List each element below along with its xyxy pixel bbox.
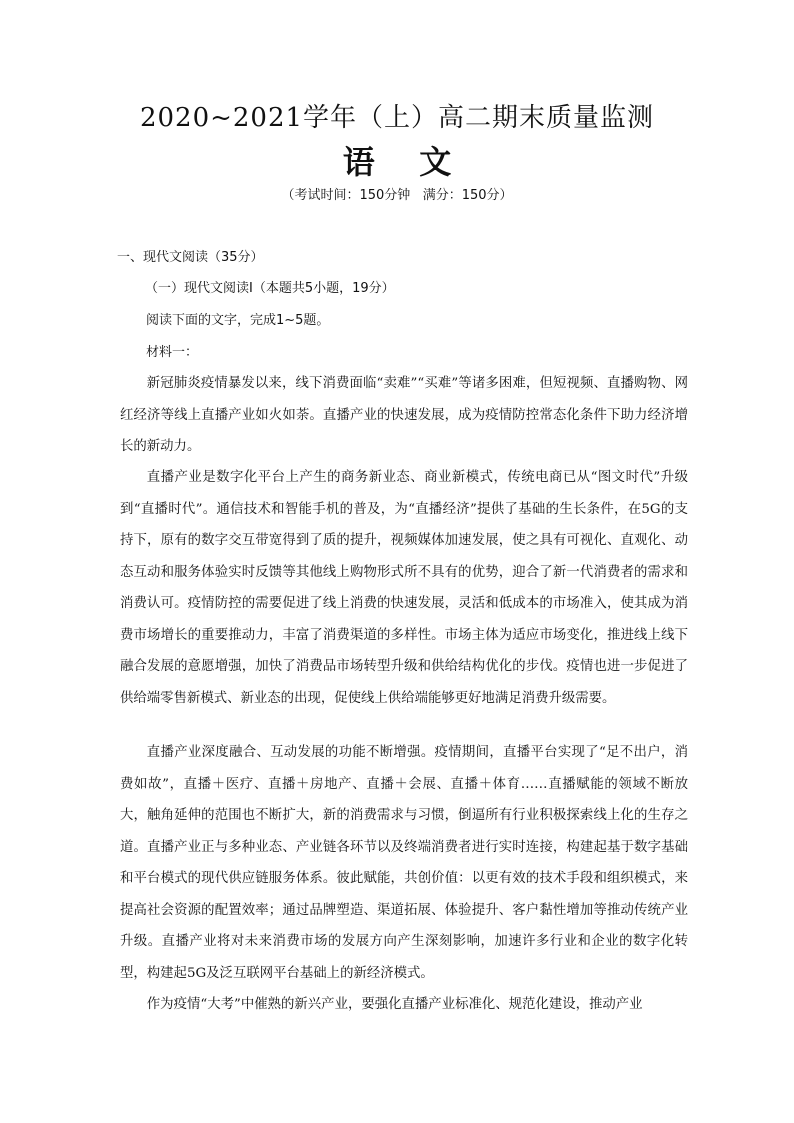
reading-instruction: 阅读下面的文字，完成1~5题。 — [146, 313, 330, 328]
material-label: 材料一： — [146, 345, 199, 360]
section-heading: 一、现代文阅读（35分） — [117, 250, 264, 265]
paragraph: 新冠肺炎疫情暴发以来，线下消费面临“卖难”“买难”等诸多困难，但短视频、直播购物、网红经济等线上直播产业如火如荼。直播产业的快速发展，成为疫情防控常态化条件下助力经济增长的新动力。 — [120, 376, 688, 454]
section-subheading: （一）现代文阅读Ⅰ（本题共5小题，19分） — [145, 281, 395, 296]
paragraph: 直播产业深度融合、互动发展的功能不断增强。疫情期间，直播平台实现了“足不出户，消费如故”，直播＋医疗、直播＋房地产、直播＋会展、直播＋体育……直播赋能的领域不断放大，触角延伸的范围也不断扩大，新的消费需求与习惯，倒逼所有行业积极探索线上化的生存之道。直播产业正与多种业态、产业链各环节以及终端消费者进行实时连接，构建起基于数字基础和平台模式的现代供应链服务体系。彼此赋能，共创价值：以更有效的技术手段和组织模式，来提高社会资源的配置效率；通过品牌塑造、渠道拓展、体验提升、客户黏性增加等推动传统产业升级。直播产业将对未来消费市场的发展方向产生深刻影响，加速许多行业和企业的数字化转型，构建起5G及泛互联网平台基础上的新经济模式。 — [120, 745, 688, 981]
paragraph: 直播产业是数字化平台上产生的商务新业态、商业新模式，传统电商已从“图文时代”升级到“直播时代”。通信技术和智能手机的普及，为“直播经济”提供了基础的生长条件，在5G的支持下，原有的数字交互带宽得到了质的提升，视频媒体加速发展，使之具有可视化、直观化、动态互动和服务体验实时反馈等其他线上购物形式所不具有的优势，迎合了新一代消费者的需求和消费认可。疫情防控的需要促进了线上消费的快速发展，灵活和低成本的市场准入，使其成为消费市场增长的重要推动力，丰富了消费渠道的多样性。市场主体为适应市场变化，推进线上线下融合发展的意愿增强，加快了消费品市场转型升级和供给结构优化的步伐。疫情也进一步促进了供给端零售新模式、新业态的出现，促使线上供给端能够更好地满足消费升级需要。 — [120, 470, 688, 706]
exam-info: （考试时间：150分钟 满分：150分） — [281, 188, 513, 203]
subject-title: 语 文 — [342, 143, 452, 181]
exam-title: 2020~2021学年（上）高二期末质量监测 — [139, 103, 655, 133]
paragraph: 作为疫情“大考”中催熟的新兴产业，要强化直播产业标准化、规范化建设，推动产业 — [146, 997, 643, 1012]
